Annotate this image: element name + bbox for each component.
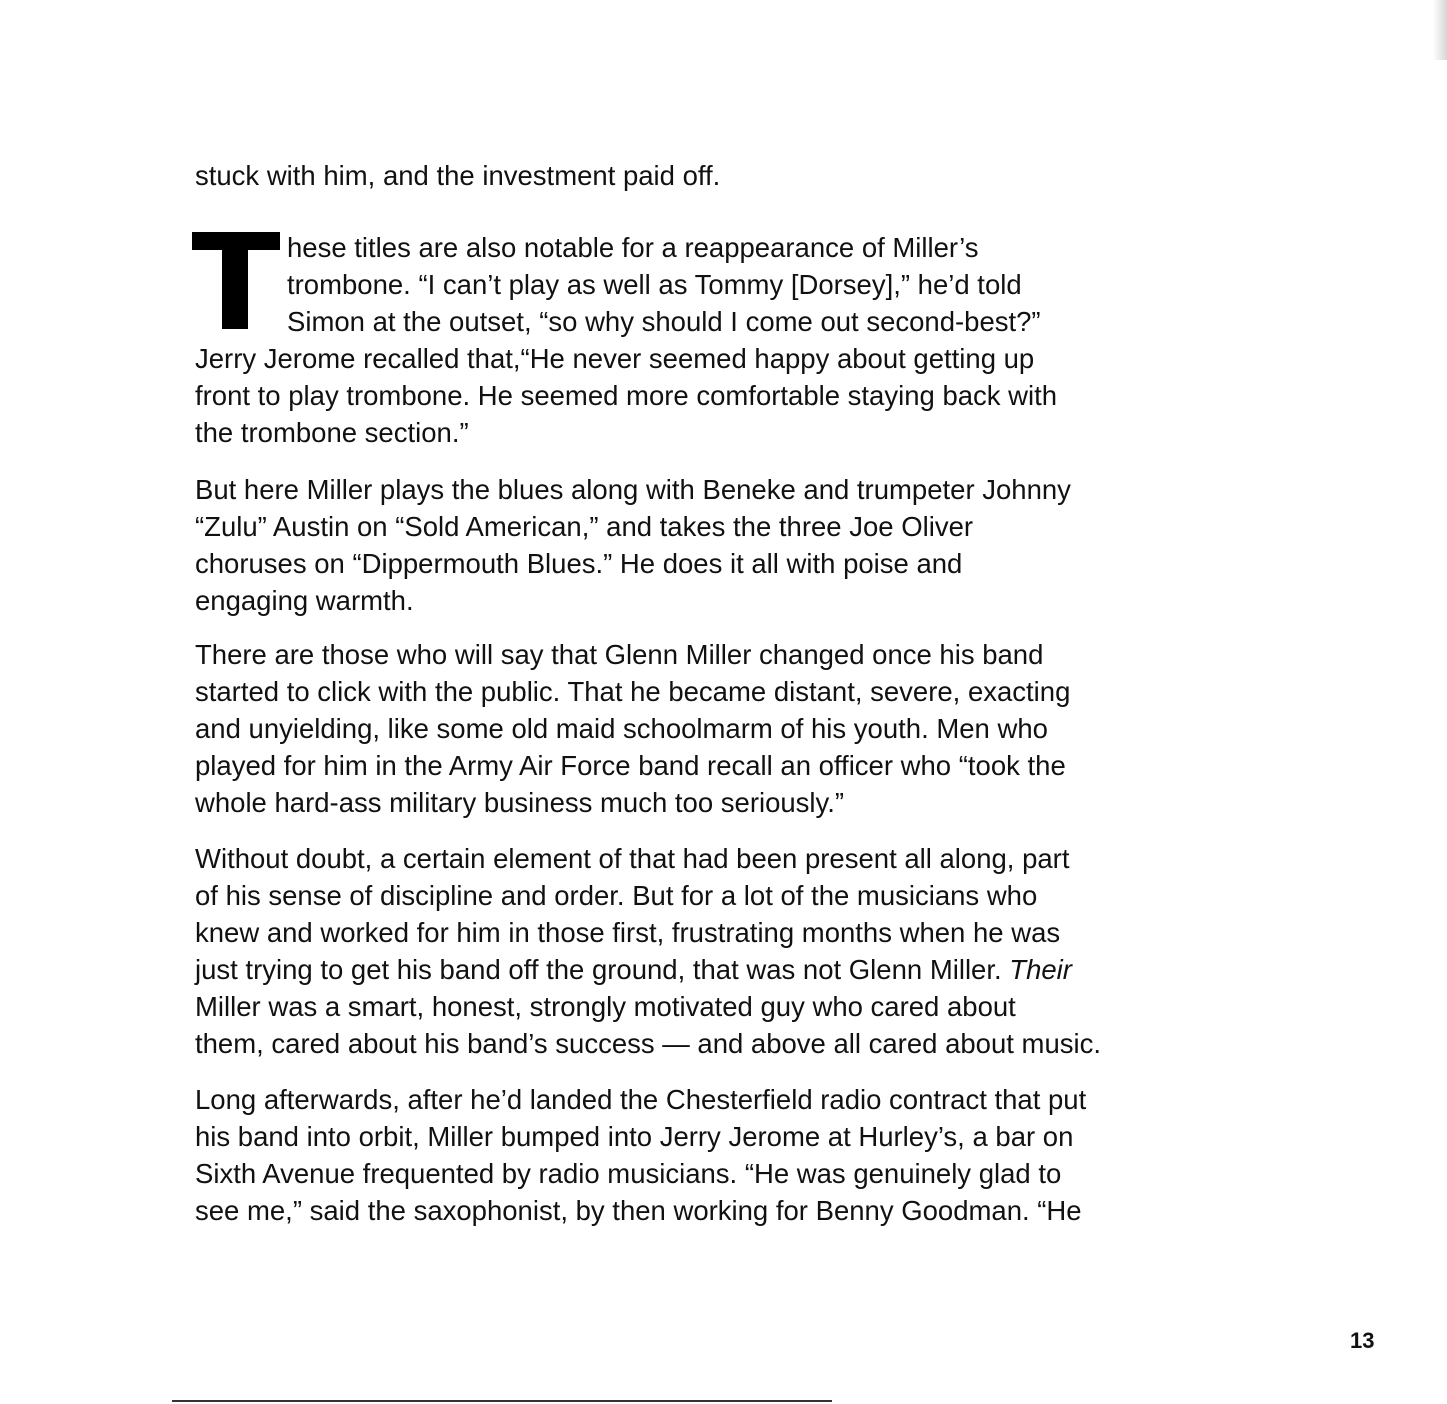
text-line: whole hard-ass military business much too seriously.” (195, 787, 845, 818)
paragraph-1 (195, 229, 1205, 451)
text-line: Sixth Avenue frequented by radio musicians. “He was genuinely glad to (195, 1158, 1062, 1189)
text-line: see me,” said the saxophonist, by then working for Benny Goodman. “He (195, 1195, 1082, 1226)
text-line: and unyielding, like some old maid schoolmarm of his youth. Men who (195, 713, 1048, 744)
page-edge-shadow (1433, 0, 1447, 60)
text-line: started to click with the public. That he became distant, severe, exacting (195, 676, 1071, 707)
text-line: of his sense of discipline and order. But for a lot of the musicians who (195, 880, 1038, 911)
text-line: Simon at the outset, “so why should I come out second-best?” (287, 306, 1041, 337)
text-line: front to play trombone. He seemed more comfortable staying back with (195, 380, 1058, 411)
text-line: trombone. “I can’t play as well as Tommy [Dorsey],” he’d told (287, 269, 1022, 300)
text-line: them, cared about his band’s success — and above all cared about music. (195, 1028, 1101, 1059)
intro-paragraph (195, 157, 1205, 194)
text-line: engaging warmth. (195, 585, 414, 616)
paragraph-2 (195, 471, 1205, 619)
text-line: But here Miller plays the blues along with Beneke and trumpeter Johnny (195, 474, 1071, 505)
text-line: Without doubt, a certain element of that had been present all along, part (195, 843, 1070, 874)
text-line: hese titles are also notable for a reappearance of Miller’s (287, 232, 979, 263)
text-line: Miller was a smart, honest, strongly motivated guy who cared about (195, 991, 1016, 1022)
paragraph-4 (195, 840, 1205, 1062)
text-line: knew and worked for him in those first, frustrating months when he was (195, 917, 1061, 948)
italic-word: Their (1009, 954, 1072, 985)
text-line (195, 951, 1205, 988)
text-line: Long afterwards, after he’d landed the Chesterfield radio contract that put (195, 1084, 1087, 1115)
bottom-rule (172, 1400, 832, 1402)
text-line: “Zulu” Austin on “Sold American,” and takes the three Joe Oliver (195, 511, 974, 542)
text-line: his band into orbit, Miller bumped into Jerry Jerome at Hurley’s, a bar on (195, 1121, 1074, 1152)
text-line: Jerry Jerome recalled that,“He never seemed happy about getting up (195, 343, 1035, 374)
paragraph-3 (195, 636, 1205, 821)
text-line: the trombone section.” (195, 417, 469, 448)
text-line: choruses on “Dippermouth Blues.” He does it all with poise and (195, 548, 963, 579)
paragraph-5 (195, 1081, 1205, 1229)
page-number: 13 (1350, 1328, 1375, 1353)
text-line: played for him in the Army Air Force band recall an officer who “took the (195, 750, 1066, 781)
text-segment: just trying to get his band off the ground, that was not Glenn Miller. (195, 954, 1002, 985)
text-line: stuck with him, and the investment paid off. (195, 160, 721, 191)
text-line: There are those who will say that Glenn Miller changed once his band (195, 639, 1044, 670)
